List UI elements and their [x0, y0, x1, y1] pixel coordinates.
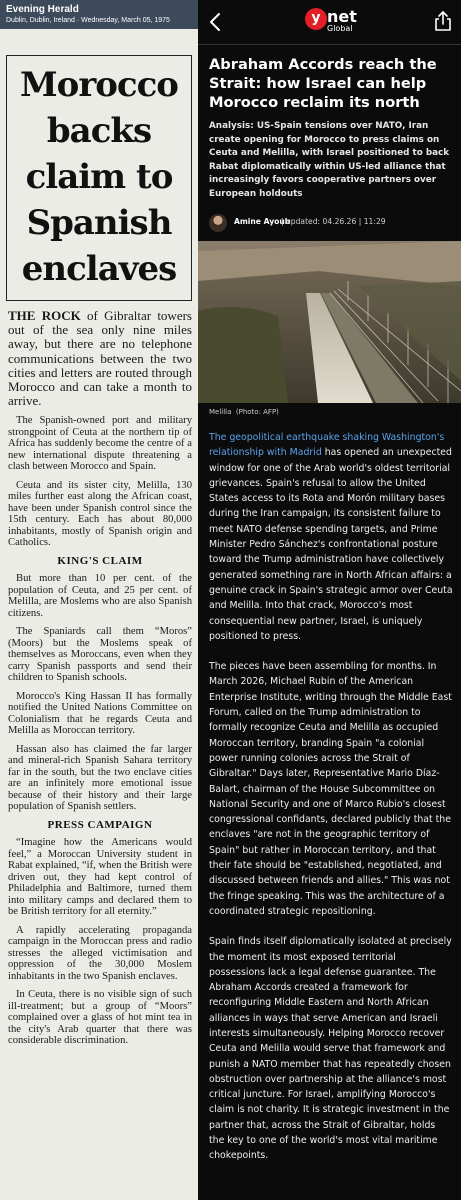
article-paragraph: The pieces have been assembling for months. In March 2026, Michael Rubin of the American Enterprise Institute, writing through the Middle East Forum, called on the Trump administration to formally recognize Ceuta and Melilla as occupied Moroccan territory, branding Spain "a colonial power running colonies across the Strait of Gibraltar." Days later, Representative Mario Díaz-Balart, chairman of the House Subcommittee on National Security and one of Marco Rubio's closest congressional confidants, declared publicly that the enclaves "are not in the geographic territory of Spain" but rather in Moroccan territory, and that their fate should be "established, negotiated, and discussed between friends and allies." This was not the fringe speaking. This was the architecture of a coordinated strategic repositioning. — [209, 661, 452, 917]
newspaper-paragraph: In Ceuta, there is no visible sign of such ill-treatment; but a group of “Moors” complained over a glass of hot mint tea in the city's Arab quarter that there was considerable discrimination. — [8, 989, 192, 1047]
newspaper-name: Evening Herald — [6, 4, 79, 15]
newspaper-paragraph: The Spaniards call them “Moros” (Moors) but the Moslems speak of themselves as Moroccans, even when they carry Spanish passports and send their children to Spanish schools. — [8, 626, 192, 684]
article-title: Abraham Accords reach the Strait: how Israel can help Morocco reclaim its north — [209, 56, 437, 111]
article-paragraph — [209, 430, 453, 644]
author-avatar[interactable] — [209, 214, 227, 232]
newspaper-header — [0, 0, 198, 29]
paragraph-text: has opened an unexpected window for one of the Arab world's oldest territorial grievances. Spain's refusal to allow the United States access to its Rota and Morón military bases during the Iran campaign, its consistent failure to meet NATO defense spending targets, and Prime Minister Pedro Sánchez's confrontational posture toward the Trump administration have collectively generated something rare in North African affairs: a genuine crack in Spain's strategic armor over Ceuta and Melilla. Into that crack, Morocco's most consequential new partner, Israel, is uniquely positioned to press. — [209, 447, 453, 642]
headline-line: backs — [46, 111, 152, 151]
top-divider — [198, 44, 461, 45]
newspaper-paragraph: The Spanish-owned port and military strongpoint of Ceuta at the northern tip of Africa has suddenly become the centre of a new international dispute threatening a clash between Morocco and Spain. — [8, 415, 192, 473]
lead-text: of Gibraltar towers out of the sea only nine miles away, but there are no telephone communications between the two cities and letters are routed through Morocco and can take a month to arrive. — [8, 308, 192, 409]
headline-line: Spanish — [26, 203, 172, 243]
newspaper-lead — [8, 309, 192, 408]
photo-caption: Melilla (Photo: AFP) — [209, 408, 279, 416]
updated-timestamp: | updated: 04.26.26 | 11:29 — [281, 217, 386, 226]
lead-caps: THE ROCK — [8, 308, 81, 323]
newspaper-paragraph: Hassan also has claimed the far larger and mineral-rich Spanish Sahara territory far in the south, but the two enclave cities are an infinitely more emotional issue because of their history and their large population of Spanish settlers. — [8, 743, 192, 813]
newspaper-subhead: PRESS CAMPAIGN — [47, 818, 153, 831]
author-name[interactable]: Amine Ayoub — [234, 217, 291, 226]
headline-line: Morocco — [20, 65, 178, 105]
article-body — [209, 430, 453, 1164]
newspaper-paragraph: Ceuta and its sister city, Melilla, 130 miles further east along the African coast, have been under Spanish control since the 15th century. Each has about 80,000 inhabitants, mostly of Spanish origin and Catholics. — [8, 479, 192, 549]
logo-y-mark: y — [305, 8, 327, 30]
newspaper-headline — [7, 56, 191, 300]
newspaper-dateline: Dublin, Dublin, Ireland · Wednesday, March 05, 1975 — [6, 17, 170, 24]
newspaper-subhead: KING'S CLAIM — [57, 554, 143, 567]
newspaper-paragraph: A rapidly accelerating propaganda campaign in the Moroccan press and radio stresses the alleged victimisation and oppression of the 30,000 Moslem inhabitants in the two Spanish enclaves. — [8, 924, 192, 982]
newspaper-paragraph: Morocco's King Hassan II has formally notified the United Nations Committee on Colonialism that he regards Ceuta and Melilla as Moroccan territory. — [8, 690, 192, 737]
byline — [209, 213, 451, 235]
share-icon — [433, 10, 453, 32]
article-screen — [198, 0, 461, 1200]
back-button[interactable] — [206, 10, 226, 34]
newspaper-clipping — [0, 0, 198, 1200]
logo-global-text: Global — [327, 24, 353, 33]
inline-link[interactable]: The geopolitical earthquake shaking Washington's relationship with Madrid — [209, 432, 445, 459]
headline-box — [6, 55, 192, 301]
headline-line: claim to — [25, 157, 173, 197]
photo-vegetation — [198, 307, 288, 403]
newspaper-body — [0, 309, 198, 1047]
share-button[interactable] — [433, 10, 453, 32]
top-bar — [198, 0, 461, 44]
article-subtitle: Analysis: US-Spain tensions over NATO, Iran create opening for Morocco to press claims on Ceuta and Melilla, with Israel positioned to back Rabat diplomatically within US-led alliance that increasingly favors cooperative partners over European holdouts — [209, 121, 450, 199]
headline-line: enclaves — [21, 249, 177, 289]
newspaper-paragraph: But more than 10 per cent. of the population of Ceuta, and 25 per cent. of Melilla, are Moslems who are also Spanish citizens. — [8, 573, 192, 619]
chevron-left-icon — [206, 10, 226, 34]
article-paragraph: Spain finds itself diplomatically isolated at precisely the moment its most exposed territorial possessions lack a legal defense guarantee. The Abraham Accords created a framework for reconfiguring Middle Eastern and North African alliances in ways that serve American and Israeli interests simultaneously. Helping Morocco recover Ceuta and Melilla would serve that framework and punish a NATO member that has repeatedly chosen obstruction over partnership at the alliance's most critical juncture. For Israel, amplifying Morocco's claim is not charity. It is strategic investment in the partner that, across the Strait of Gibraltar, holds the key to one of the world's most vital maritime chokepoints. — [209, 936, 452, 1162]
logo-net-text: net — [327, 7, 357, 26]
newspaper-paragraph: “Imagine how the Americans would feel,” a Moroccan University student in Rabat explained, “if, when the British were driven out, they had kept control of Philadelphia and Baltimore, turned them into military camps and declared them to be British territory for all eternity.” — [8, 837, 192, 918]
ynet-logo — [305, 8, 357, 38]
article-photo — [198, 241, 461, 403]
